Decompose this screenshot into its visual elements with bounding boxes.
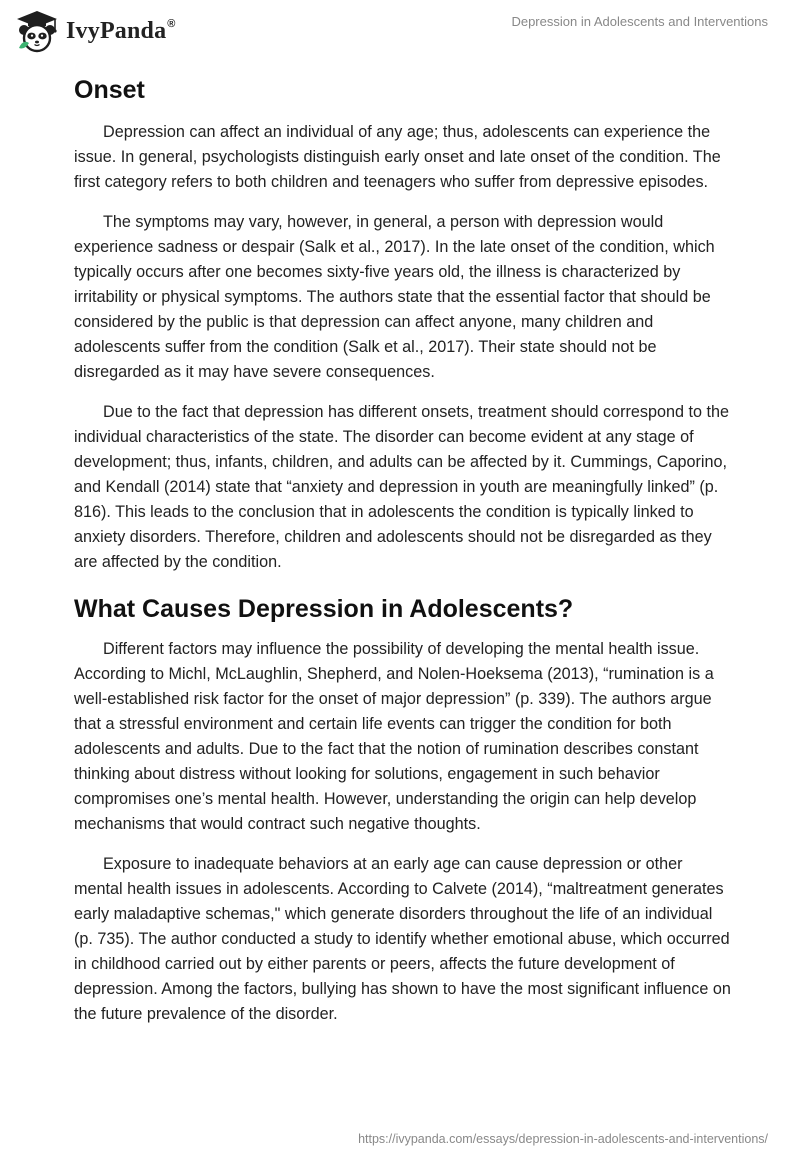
article-body	[74, 70, 734, 1042]
page-header	[0, 0, 800, 60]
brand-name: IvyPanda®	[66, 17, 176, 44]
source-url[interactable]: https://ivypanda.com/essays/depression-in-adolescents-and-interventions/	[358, 1132, 768, 1146]
paragraph: Depression can affect an individual of any age; thus, adolescents can experience the issue. In general, psychologists distinguish early onset and late onset of the condition. The first category refers to both children and teenagers who suffer from depressive episodes.	[74, 123, 721, 191]
brand-logo[interactable]	[14, 8, 176, 54]
paragraph: Different factors may influence the possibility of developing the mental health issue. According to Michl, McLaughlin, Shepherd, and Nolen-Hoeksema (2013), “rumination is a well-established risk factor for the onset of major depression” (p. 339). The authors argue that a stressful environment and certain life events can trigger the condition for both adolescents and adults. Due to the fact that the notion of rumination describes constant thinking about distress without looking for solutions, engagement in such behavior compromises one’s mental health. However, understanding the origin can help develop mechanisms that would contract such negative thoughts.	[74, 640, 714, 833]
document-title: Depression in Adolescents and Interventions	[511, 14, 768, 29]
paragraph: Due to the fact that depression has different onsets, treatment should correspond to the individual characteristics of the state. The disorder can become evident at any stage of development; thus, infants, children, and adults can be affected by it. Cummings, Caporino, and Kendall (2014) state that “anxiety and depression in youth are meaningfully linked” (p. 816). This leads to the conclusion that in adolescents the condition is typically linked to anxiety disorders. Therefore, children and adolescents should not be disregarded as they are affected by the condition.	[74, 403, 730, 571]
section-heading-causes: What Causes Depression in Adolescents?	[74, 595, 574, 623]
section-heading-onset: Onset	[74, 76, 145, 104]
panda-graduate-icon	[14, 8, 60, 54]
paragraph: The symptoms may vary, however, in general, a person with depression would experience sadness or despair (Salk et al., 2017). In the late onset of the condition, which typically occurs after one becomes sixty-five years old, the illness is characterized by irritability or physical symptoms. The authors state that the essential factor that should be considered by the public is that depression can affect anyone, many children and adolescents suffer from the condition (Salk et al., 2017). Their state should not be disregarded as it may have severe consequences.	[74, 213, 715, 381]
registered-mark: ®	[167, 17, 176, 30]
paragraph: Exposure to inadequate behaviors at an early age can cause depression or other mental health issues in adolescents. According to Calvete (2014), “maltreatment generates early maladaptive schemas," which generate disorders throughout the life of an individual (p. 735). The author conducted a study to identify whether emotional abuse, which occurred in childhood carried out by either parents or peers, affects the future development of depression. Among the factors, bullying has shown to have the most significant influence on the future prevalence of the disorder.	[74, 855, 731, 1023]
